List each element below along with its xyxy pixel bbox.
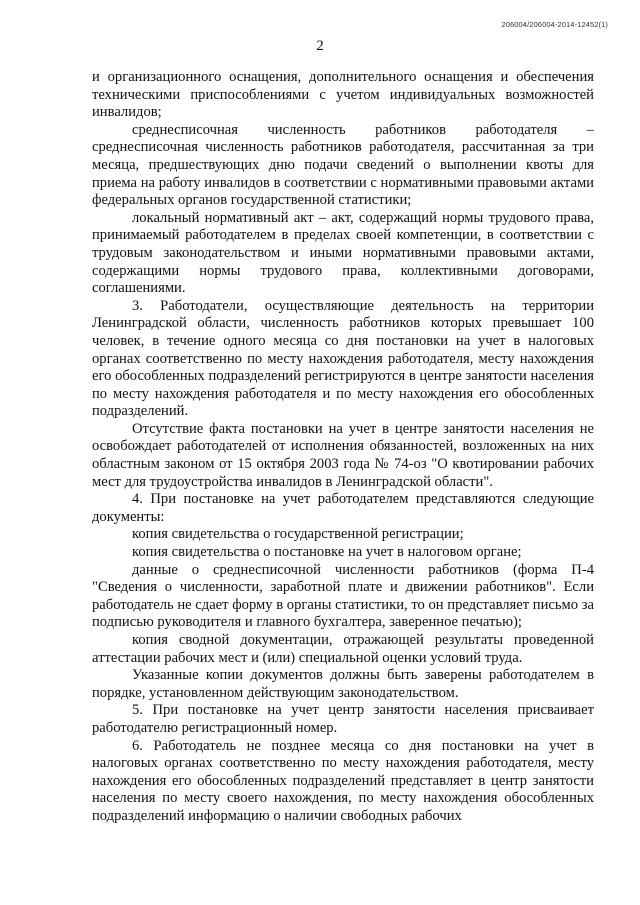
paragraph: 6. Работодатель не позднее месяца со дня постановки на учет в налоговых органах соответственно по месту нахождения работодателя, месту нахождения его обособленных подразделений представляет в центр занятости населения по месту своего нахождения, по месту нахождения обособленных подразделений информацию о наличии свободных рабочих	[92, 737, 594, 824]
document-id: 206004/206004-2014-12452(1)	[501, 20, 608, 29]
paragraph: среднесписочная численность работников работодателя – среднесписочная численность работников работодателя, рассчитанная за три месяца, предшествующих дню подачи сведений о выполнении квоты для приема на работу инвалидов в соответствии с нормативными правовыми актами федеральных органов государственной статистики;	[92, 121, 594, 209]
paragraph: Указанные копии документов должны быть заверены работодателем в порядке, установленном действующим законодательством.	[92, 667, 594, 701]
paragraph: Отсутствие факта постановки на учет в центре занятости населения не освобождает работодателей от исполнения обязанностей, возложенных на них областным законом от 15 октября 2003 года № 74-оз "О квотировании рабочих мест для трудоустройства инвалидов в Ленинградской области".	[92, 420, 594, 490]
paragraph: 4. При постановке на учет работодателем представляются следующие документы:	[92, 491, 594, 525]
document-body	[92, 69, 594, 826]
paragraph: и организационного оснащения, дополнительного оснащения и обеспечения техническими приспособлениями с учетом индивидуальных возможностей инвалидов;	[92, 69, 594, 121]
paragraph: 5. При постановке на учет центр занятости населения присваивает работодателю регистрационный номер.	[92, 702, 594, 736]
paragraph: локальный нормативный акт – акт, содержащий нормы трудового права, принимаемый работодателем в пределах своей компетенции, в соответствии с трудовым законодательством и иными нормативными правовыми актами, содержащими нормы трудового права, коллективными договорами, соглашениями.	[92, 209, 594, 297]
paragraph: 3. Работодатели, осуществляющие деятельность на территории Ленинградской области, численность работников которых превышает 100 человек, в течение одного месяца со дня постановки на учет в налоговых органах соответственно по месту нахождения работодателя, месту нахождения его обособленных подразделений регистрируются в центре занятости населения по месту нахождения работодателя и по месту нахождения его обособленных подразделений.	[92, 297, 594, 420]
paragraph: копия свидетельства о постановке на учет в налоговом органе;	[132, 544, 522, 561]
page-number: 2	[316, 38, 324, 54]
paragraph: данные о среднесписочной численности работников (форма П-4 "Сведения о численности, заработной плате и движении работников". Если работодатель не сдает форму в органы статистики, то он представляет письмо за подписью руководителя и главного бухгалтера, заверенное печатью);	[92, 561, 594, 631]
paragraph: копия сводной документации, отражающей результаты проведенной аттестации рабочих мест и (или) специальной оценки условий труда.	[92, 632, 594, 666]
paragraph: копия свидетельства о государственной регистрации;	[132, 526, 464, 543]
